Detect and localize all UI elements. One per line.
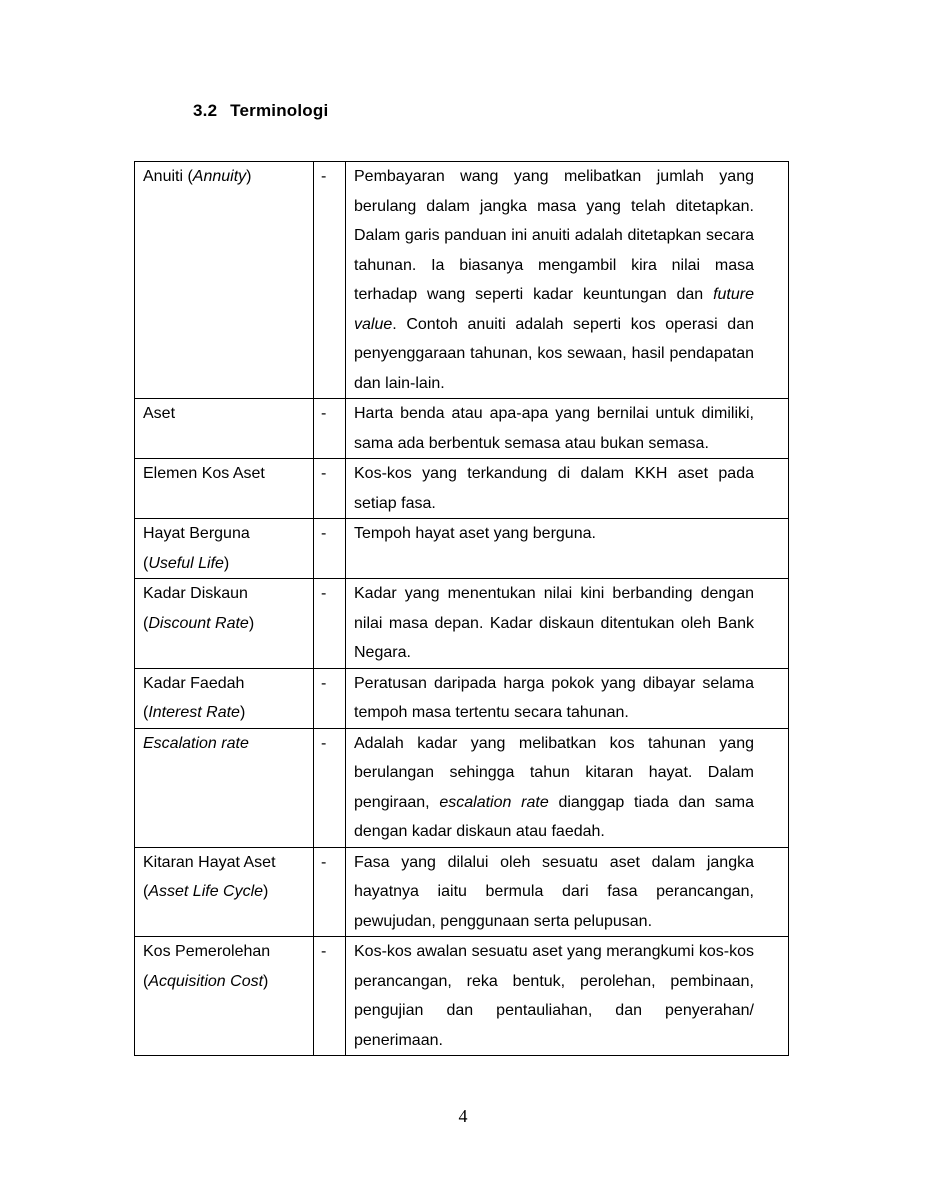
definition-cell: [346, 728, 789, 847]
term-cell: [135, 937, 314, 1056]
term-cell: [135, 847, 314, 937]
text-segment: ): [263, 883, 269, 900]
text-segment: ): [246, 168, 252, 185]
text-segment: (: [143, 972, 149, 990]
text-segment: (: [143, 883, 149, 900]
text-segment: Pembayaran wang yang melibatkan jumlah yang berulang dalam jangka masa yang telah ditetapkan. Dalam garis panduan ini anuiti adalah ditetapkan secara tahunan. Ia biasanya mengambil kira nilai masa terhadap wang seperti kadar keuntungan dan: [354, 168, 754, 303]
text-segment: Kos-kos awalan sesuatu aset yang merangkumi kos-kos perancangan, reka bentuk, perolehan, pembinaan, pengujian dan pentauliahan, dan penyerahan/ penerimaan.: [354, 943, 754, 1049]
definition-cell: [346, 399, 789, 459]
text-segment: Anuiti (: [143, 168, 193, 185]
text-segment: Kadar yang menentukan nilai kini berbanding dengan nilai masa depan. Kadar diskaun ditentukan oleh Bank Negara.: [354, 585, 754, 661]
text-segment: Tempoh hayat aset yang berguna.: [354, 525, 596, 542]
text-segment: Kos Pemerolehan: [143, 943, 271, 960]
definition-cell: [346, 162, 789, 399]
table-row: [135, 728, 789, 847]
text-segment: ): [239, 704, 246, 721]
italic-text: Discount Rate: [148, 614, 249, 632]
separator-cell: -: [314, 847, 346, 937]
table-row: [135, 579, 789, 669]
section-number: 3.2: [193, 101, 218, 120]
term-cell: [135, 579, 314, 669]
separator-cell: -: [314, 162, 346, 399]
definition-cell: [346, 668, 789, 728]
italic-text: Acquisition Cost: [148, 972, 264, 990]
separator-cell: -: [314, 459, 346, 519]
text-segment: Fasa yang dilalui oleh sesuatu aset dalam jangka hayatnya iaitu bermula dari fasa perancangan, pewujudan, penggunaan serta pelupusan.: [354, 853, 754, 930]
definition-cell: [346, 519, 789, 579]
table-row: [135, 162, 789, 399]
separator-cell: -: [314, 519, 346, 579]
italic-text: Asset Life Cycle: [148, 883, 264, 900]
text-segment: ): [248, 614, 255, 632]
page-number: 4: [458, 1106, 468, 1126]
section-title: Terminologi: [230, 101, 329, 120]
definition-cell: [346, 459, 789, 519]
separator-cell: -: [314, 579, 346, 669]
text-segment: Hayat Berguna: [143, 525, 250, 542]
text-segment: (: [143, 614, 149, 632]
text-segment: Kos-kos yang terkandung di dalam KKH aset pada setiap fasa.: [354, 465, 754, 512]
term-cell: [135, 519, 314, 579]
separator-cell: -: [314, 668, 346, 728]
italic-text: future value: [354, 286, 754, 333]
text-segment: Harta benda atau apa-apa yang bernilai untuk dimiliki, sama ada berbentuk semasa atau bukan semasa.: [354, 405, 754, 452]
text-segment: Kadar Diskaun: [143, 585, 248, 602]
definition-cell: [346, 937, 789, 1056]
table-row: [135, 519, 789, 579]
term-cell: [135, 668, 314, 728]
section-heading: [193, 101, 328, 121]
term-cell: [135, 459, 314, 519]
text-segment: Adalah kadar yang melibatkan kos tahunan yang berulangan sehingga tahun kitaran hayat. Dalam pengiraan,: [354, 734, 754, 811]
definition-cell: [346, 579, 789, 669]
text-segment: ): [263, 972, 269, 990]
italic-text: escalation rate: [439, 793, 549, 811]
table-row: [135, 459, 789, 519]
text-segment: Kadar Faedah: [143, 674, 245, 692]
separator-cell: -: [314, 399, 346, 459]
separator-cell: -: [314, 937, 346, 1056]
text-segment: Elemen Kos Aset: [143, 465, 265, 482]
table-row: [135, 847, 789, 937]
italic-text: Interest Rate: [148, 704, 240, 721]
text-segment: ): [223, 554, 230, 572]
text-segment: (: [143, 704, 149, 721]
separator-cell: -: [314, 728, 346, 847]
text-segment: Kitaran Hayat Aset: [143, 853, 276, 871]
text-segment: dianggap tiada dan sama dengan kadar diskaun atau faedah.: [354, 793, 755, 840]
italic-text: Useful Life: [148, 554, 224, 572]
term-cell: [135, 728, 314, 847]
term-cell: [135, 399, 314, 459]
terminology-table: [134, 161, 789, 1056]
terminology-table-body: [135, 162, 789, 1056]
text-segment: Peratusan daripada harga pokok yang dibayar selama tempoh masa tertentu secara tahunan.: [354, 674, 754, 721]
text-segment: (: [143, 554, 149, 572]
italic-text: Annuity: [192, 168, 247, 185]
table-row: [135, 399, 789, 459]
text-segment: Aset: [143, 405, 176, 422]
table-row: [135, 937, 789, 1056]
table-row: [135, 668, 789, 728]
term-cell: [135, 162, 314, 399]
definition-cell: [346, 847, 789, 937]
italic-text: Escalation rate: [143, 734, 249, 752]
text-segment: . Contoh anuiti adalah seperti kos operasi dan penyenggaraan tahunan, kos sewaan, hasil pendapatan dan lain-lain.: [354, 315, 754, 392]
